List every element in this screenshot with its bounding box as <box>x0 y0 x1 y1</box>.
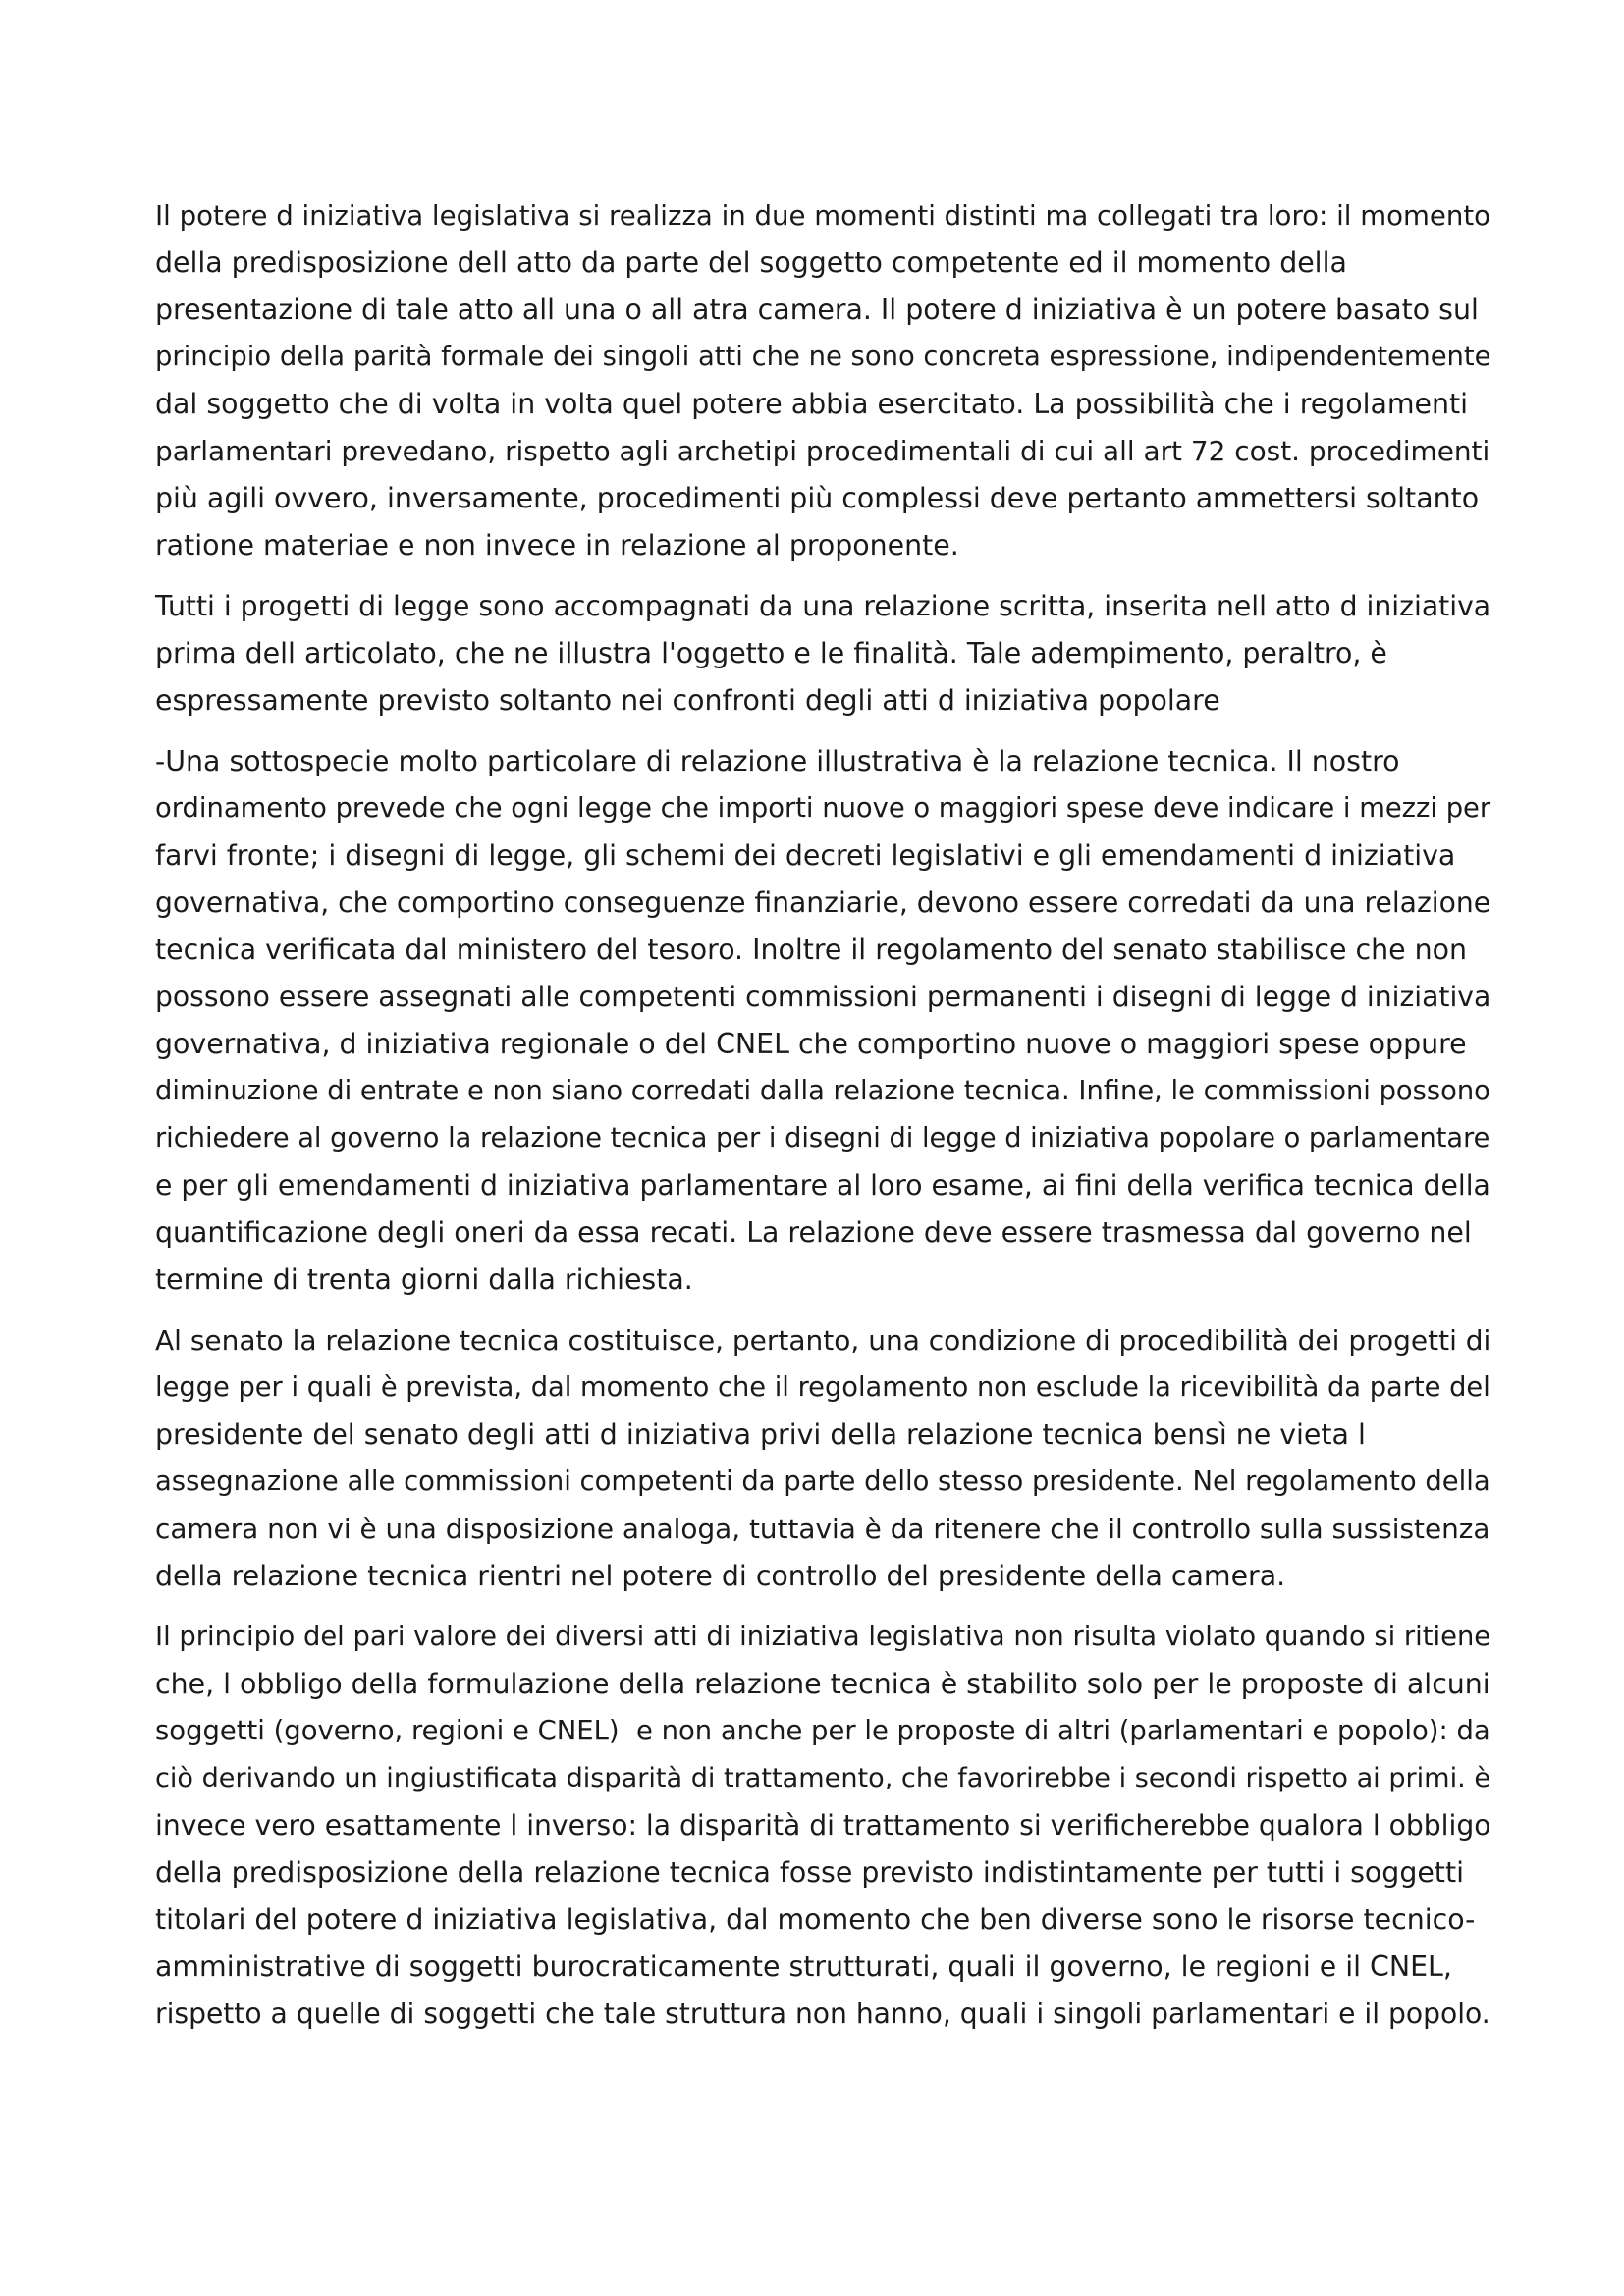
text-line: della predisposizione dell atto da parte del soggetto competente ed il momento della <box>155 246 1347 279</box>
text-line: governativa, d iniziativa regionale o del CNEL che comportino nuove o maggiori spese oppure <box>155 1028 1467 1060</box>
text-line: più agili ovvero, inversamente, procedimenti più complessi deve pertanto ammettersi soltanto <box>155 482 1480 514</box>
text-line: prima dell articolato, che ne illustra l'oggetto e le finalità. Tale adempimento, peraltro, è <box>155 637 1387 669</box>
text-line: e per gli emendamenti d iniziativa parlamentare al loro esame, ai fini della verifica tecnica della <box>155 1169 1490 1201</box>
text-line: soggetti (governo, regioni e CNEL) e non anche per le proposte di altri (parlamentari e popolo): da <box>155 1716 1490 1746</box>
text-line: ordinamento prevede che ogni legge che importi nuove o maggiori spese deve indicare i mezzi per <box>155 793 1491 824</box>
text-line: Tutti i progetti di legge sono accompagnati da una relazione scritta, inserita nell atto d iniziativa <box>155 590 1491 622</box>
text-line: Il potere d iniziativa legislativa si realizza in due momenti distinti ma collegati tra loro: il momento <box>155 199 1491 232</box>
text-line: richiedere al governo la relazione tecnica per i disegni di legge d iniziativa popolare o parlamentare <box>155 1123 1490 1153</box>
paragraph <box>155 192 1490 569</box>
text-line: della predisposizione della relazione tecnica fosse previsto indistintamente per tutti i soggetti <box>155 1856 1464 1889</box>
text-line: presentazione di tale atto all una o all atra camera. Il potere d iniziativa è un potere basato sul <box>155 294 1479 326</box>
text-line: ciò derivando un ingiustificata disparità di trattamento, che favorirebbe i secondi rispetto ai primi. è <box>155 1763 1490 1793</box>
text-line: dal soggetto che di volta in volta quel potere abbia esercitato. La possibilità che i regolamenti <box>155 388 1469 420</box>
text-line: titolari del potere d iniziativa legislativa, dal momento che ben diverse sono le risorse tecnico- <box>155 1903 1476 1936</box>
text-line: parlamentari prevedano, rispetto agli archetipi procedimentali di cui all art 72 cost. procedimenti <box>155 435 1490 467</box>
text-line: legge per i quali è prevista, dal momento che il regolamento non esclude la ricevibilità da parte del <box>155 1372 1490 1403</box>
text-line: Al senato la relazione tecnica costituisce, pertanto, una condizione di procedibilità dei progetti di <box>155 1324 1491 1357</box>
paragraph <box>155 1317 1490 1600</box>
text-line: tecnica verificata dal ministero del tesoro. Inoltre il regolamento del senato stabilisce che non <box>155 934 1467 966</box>
paragraph <box>155 1614 1490 2038</box>
text-line: rispetto a quelle di soggetti che tale struttura non hanno, quali i singoli parlamentari e il popolo. <box>155 1998 1490 2030</box>
text-line: invece vero esattamente l inverso: la disparità di trattamento si verificherebbe qualora l obbligo <box>155 1809 1491 1842</box>
text-line: assegnazione alle commissioni competenti da parte dello stesso presidente. Nel regolamento della <box>155 1467 1490 1497</box>
text-line: possono essere assegnati alle competenti commissioni permanenti i disegni di legge d iniziativa <box>155 981 1491 1013</box>
document-body <box>155 192 1490 2052</box>
text-line: farvi fronte; i disegni di legge, gli schemi dei decreti legislativi e gli emendamenti d iniziativa <box>155 839 1456 872</box>
text-line: ratione materiae e non invece in relazione al proponente. <box>155 529 959 561</box>
text-line: diminuzione di entrate e non siano corredati dalla relazione tecnica. Infine, le commissioni possono <box>155 1076 1490 1106</box>
text-line: espressamente previsto soltanto nei confronti degli atti d iniziativa popolare <box>155 684 1220 717</box>
text-line: che, l obbligo della formulazione della relazione tecnica è stabilito solo per le proposte di alcuni <box>155 1668 1490 1700</box>
text-line: della relazione tecnica rientri nel potere di controllo del presidente della camera. <box>155 1560 1286 1592</box>
text-line: -Una sottospecie molto particolare di relazione illustrativa è la relazione tecnica. Il nostro <box>155 745 1400 777</box>
text-line: presidente del senato degli atti d iniziativa privi della relazione tecnica bensì ne vieta l <box>155 1418 1366 1451</box>
text-line: amministrative di soggetti burocraticamente strutturati, quali il governo, le regioni e il CNEL, <box>155 1950 1452 1983</box>
text-line: principio della parità formale dei singoli atti che ne sono concreta espressione, indipendentemente <box>155 342 1491 372</box>
text-line: Il principio del pari valore dei diversi atti di iniziativa legislativa non risulta violato quando si ritiene <box>155 1622 1491 1652</box>
text-line: camera non vi è una disposizione analoga, tuttavia è da ritenere che il controllo sulla sussistenza <box>155 1513 1490 1545</box>
text-line: governativa, che comportino conseguenze finanziarie, devono essere corredati da una relazione <box>155 886 1491 919</box>
text-line: termine di trenta giorni dalla richiesta. <box>155 1263 693 1296</box>
text-line: quantificazione degli oneri da essa recati. La relazione deve essere trasmessa dal governo nel <box>155 1216 1472 1249</box>
paragraph <box>155 738 1490 1304</box>
paragraph <box>155 583 1490 724</box>
